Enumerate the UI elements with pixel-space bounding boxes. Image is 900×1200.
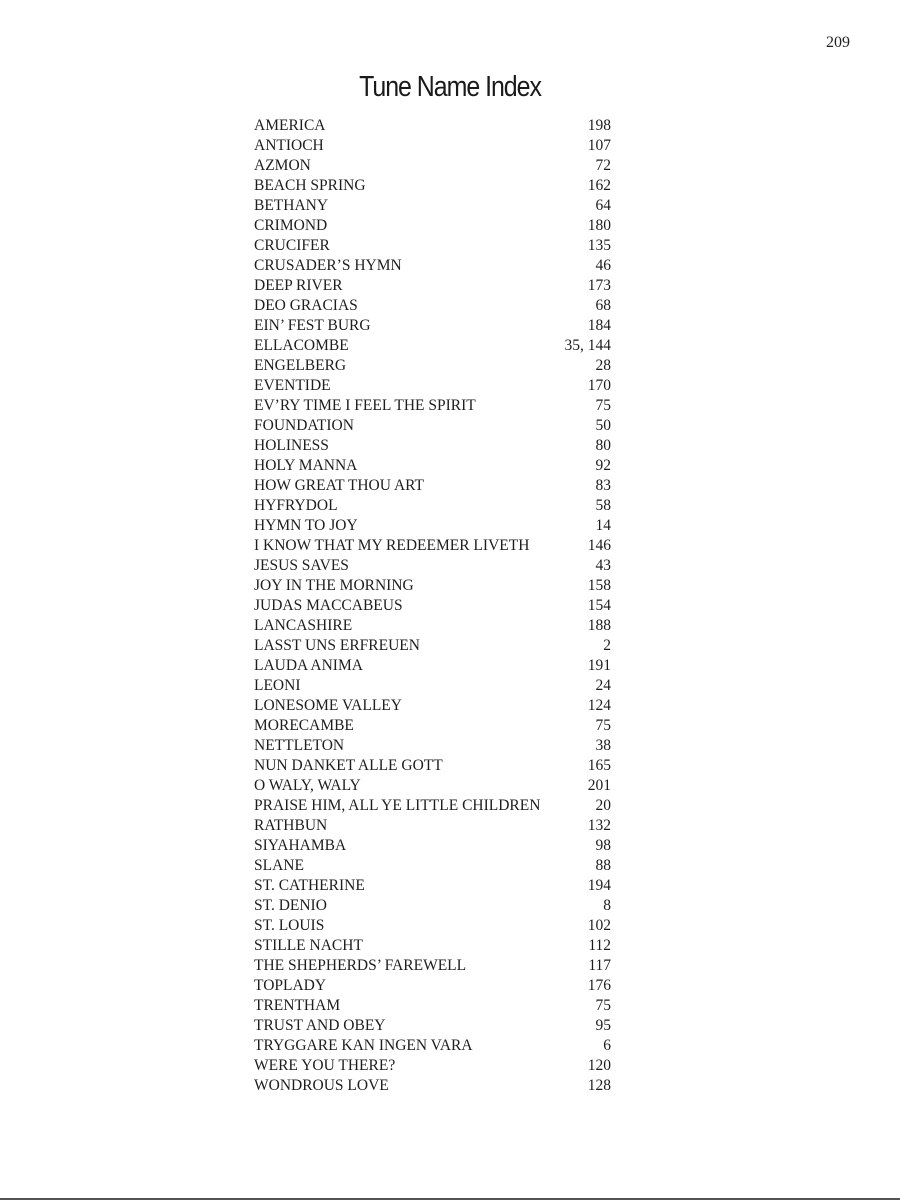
page-reference: 83 <box>595 477 611 494</box>
page-reference: 158 <box>587 577 611 594</box>
index-entry <box>254 276 611 296</box>
page-reference: 132 <box>587 817 611 834</box>
tune-name: ST. CATHERINE <box>254 877 365 894</box>
index-entry <box>254 176 611 196</box>
index-entry <box>254 956 611 976</box>
page-reference: 64 <box>595 197 611 214</box>
tune-name: SLANE <box>254 857 304 874</box>
page-reference: 107 <box>587 137 611 154</box>
index-entry <box>254 156 611 176</box>
tune-name: NUN DANKET ALLE GOTT <box>254 757 443 774</box>
tune-name: I KNOW THAT MY REDEEMER LIVETH <box>254 537 530 554</box>
tune-name: STILLE NACHT <box>254 937 363 954</box>
tune-name: LEONI <box>254 677 301 694</box>
index-entry <box>254 736 611 756</box>
page-reference: 20 <box>595 797 611 814</box>
tune-name: HYFRYDOL <box>254 497 338 514</box>
tune-name: JOY IN THE MORNING <box>254 577 414 594</box>
tune-name: EVENTIDE <box>254 377 331 394</box>
page-reference: 75 <box>595 997 611 1014</box>
page-reference: 72 <box>595 157 611 174</box>
index-entry <box>254 456 611 476</box>
tune-name: DEO GRACIAS <box>254 297 358 314</box>
tune-name: ENGELBERG <box>254 357 347 374</box>
tune-name: RATHBUN <box>254 817 328 834</box>
page-reference: 28 <box>595 357 611 374</box>
page-reference: 128 <box>587 1077 611 1094</box>
index-entry <box>254 596 611 616</box>
tune-name: WERE YOU THERE? <box>254 1057 396 1074</box>
index-entry <box>254 296 611 316</box>
page-reference: 176 <box>587 977 611 994</box>
tune-name: CRIMOND <box>254 217 328 234</box>
tune-name: TOPLADY <box>254 977 327 994</box>
tune-name: LANCASHIRE <box>254 617 353 634</box>
tune-name: HYMN TO JOY <box>254 517 358 534</box>
index-entry <box>254 1036 611 1056</box>
page-reference: 6 <box>603 1037 611 1054</box>
tune-name: EIN’ FEST BURG <box>254 317 371 334</box>
index-entry <box>254 716 611 736</box>
page-reference: 98 <box>595 837 611 854</box>
index-entry <box>254 776 611 796</box>
page-reference: 191 <box>587 657 611 674</box>
index-entry <box>254 136 611 156</box>
page-reference: 173 <box>587 277 611 294</box>
index-entry <box>254 856 611 876</box>
index-entry <box>254 336 611 356</box>
tune-name: PRAISE HIM, ALL YE LITTLE CHILDREN <box>254 797 541 814</box>
tune-name: HOLINESS <box>254 437 329 454</box>
tune-name: MORECAMBE <box>254 717 354 734</box>
page-reference: 188 <box>587 617 611 634</box>
page-reference: 135 <box>587 237 611 254</box>
index-entry <box>254 836 611 856</box>
index-entry <box>254 496 611 516</box>
index-entry <box>254 636 611 656</box>
page-title: Tune Name Index <box>359 71 541 104</box>
page-reference: 120 <box>587 1057 611 1074</box>
page-number: 209 <box>826 34 850 51</box>
index-entry <box>254 536 611 556</box>
tune-name: O WALY, WALY <box>254 777 361 794</box>
index-entry <box>254 356 611 376</box>
page-reference: 165 <box>587 757 611 774</box>
page-reference: 198 <box>587 117 611 134</box>
page-reference: 146 <box>587 537 611 554</box>
page-reference: 58 <box>595 497 611 514</box>
index-entry <box>254 316 611 336</box>
index-entry <box>254 216 611 236</box>
index-entry <box>254 996 611 1016</box>
tune-index-list <box>254 116 611 1096</box>
page-reference: 43 <box>595 557 611 574</box>
page-reference: 194 <box>587 877 611 894</box>
index-entry <box>254 436 611 456</box>
tune-name: HOLY MANNA <box>254 457 358 474</box>
tune-name: LASST UNS ERFREUEN <box>254 637 420 654</box>
tune-name: BETHANY <box>254 197 329 214</box>
tune-name: BEACH SPRING <box>254 177 366 194</box>
tune-name: EV’RY TIME I FEEL THE SPIRIT <box>254 397 476 414</box>
tune-name: CRUSADER’S HYMN <box>254 257 402 274</box>
page-reference: 68 <box>595 297 611 314</box>
page-reference: 162 <box>587 177 611 194</box>
tune-name: TRENTHAM <box>254 997 341 1014</box>
index-entry <box>254 816 611 836</box>
index-entry <box>254 1056 611 1076</box>
tune-name: ANTIOCH <box>254 137 324 154</box>
tune-name: AMERICA <box>254 117 326 134</box>
page-reference: 88 <box>595 857 611 874</box>
tune-name: LONESOME VALLEY <box>254 697 402 714</box>
tune-name: THE SHEPHERDS’ FAREWELL <box>254 957 467 974</box>
index-entry <box>254 756 611 776</box>
page-reference: 117 <box>588 957 611 974</box>
index-entry <box>254 416 611 436</box>
tune-name: JUDAS MACCABEUS <box>254 597 403 614</box>
index-entry <box>254 696 611 716</box>
tune-name: ST. LOUIS <box>254 917 325 934</box>
index-entry <box>254 556 611 576</box>
page-reference: 2 <box>603 637 611 654</box>
tune-name: ELLACOMBE <box>254 337 349 354</box>
page-reference: 14 <box>595 517 611 534</box>
page-reference: 75 <box>595 397 611 414</box>
index-entry <box>254 1016 611 1036</box>
page-reference: 154 <box>587 597 611 614</box>
tune-name: TRYGGARE KAN INGEN VARA <box>254 1037 473 1054</box>
page-reference: 184 <box>587 317 611 334</box>
index-entry <box>254 676 611 696</box>
index-entry <box>254 656 611 676</box>
tune-name: AZMON <box>254 157 311 174</box>
page-reference: 170 <box>587 377 611 394</box>
page-reference: 112 <box>588 937 611 954</box>
tune-name: WONDROUS LOVE <box>254 1077 389 1094</box>
page-reference: 124 <box>587 697 611 714</box>
index-entry <box>254 576 611 596</box>
page-reference: 35, 144 <box>564 337 611 354</box>
index-entry <box>254 796 611 816</box>
tune-name: LAUDA ANIMA <box>254 657 363 674</box>
page-reference: 180 <box>587 217 611 234</box>
page-reference: 95 <box>595 1017 611 1034</box>
tune-name: SIYAHAMBA <box>254 837 347 854</box>
page-reference: 24 <box>595 677 611 694</box>
index-entry <box>254 116 611 136</box>
page-reference: 38 <box>595 737 611 754</box>
index-entry <box>254 516 611 536</box>
index-entry <box>254 396 611 416</box>
page-reference: 92 <box>595 457 611 474</box>
tune-name: FOUNDATION <box>254 417 354 434</box>
tune-name: CRUCIFER <box>254 237 330 254</box>
index-entry <box>254 256 611 276</box>
index-entry <box>254 976 611 996</box>
tune-name: JESUS SAVES <box>254 557 349 574</box>
index-entry <box>254 896 611 916</box>
index-entry <box>254 476 611 496</box>
index-entry <box>254 876 611 896</box>
page-reference: 102 <box>587 917 611 934</box>
tune-name: DEEP RIVER <box>254 277 343 294</box>
tune-name: ST. DENIO <box>254 897 327 914</box>
tune-name: HOW GREAT THOU ART <box>254 477 425 494</box>
index-entry <box>254 1076 611 1096</box>
index-entry <box>254 236 611 256</box>
index-entry <box>254 936 611 956</box>
tune-name: TRUST AND OBEY <box>254 1017 386 1034</box>
index-entry <box>254 616 611 636</box>
index-entry <box>254 916 611 936</box>
page-reference: 201 <box>587 777 611 794</box>
page-reference: 50 <box>595 417 611 434</box>
tune-name: NETTLETON <box>254 737 345 754</box>
page-reference: 8 <box>603 897 611 914</box>
page-reference: 80 <box>595 437 611 454</box>
page-reference: 75 <box>595 717 611 734</box>
page-reference: 46 <box>595 257 611 274</box>
index-entry <box>254 196 611 216</box>
index-entry <box>254 376 611 396</box>
